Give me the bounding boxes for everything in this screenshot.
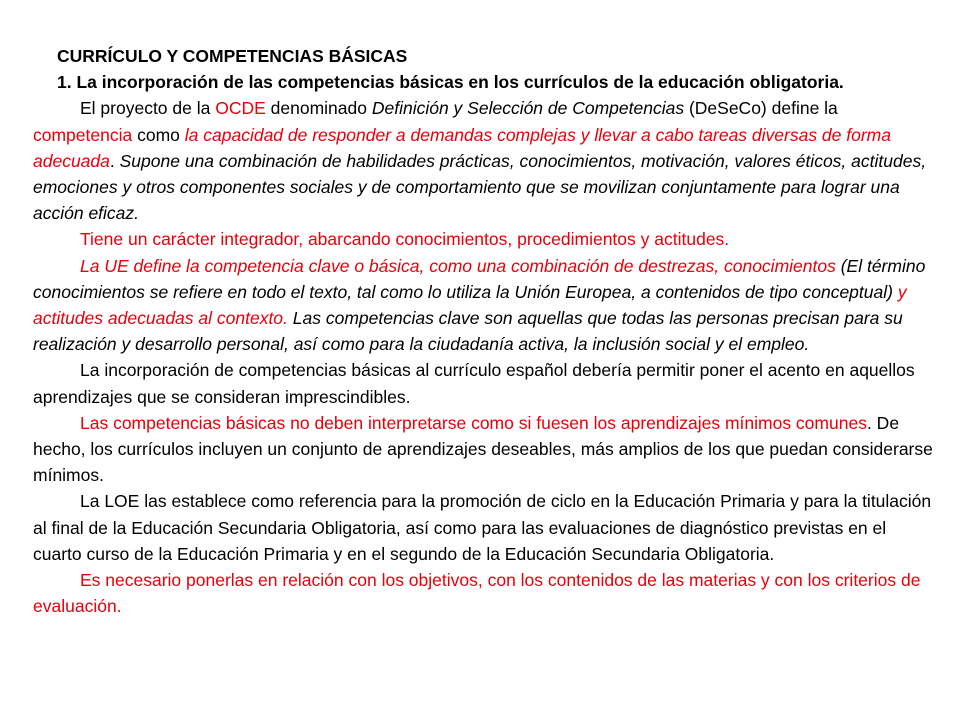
- knowledge-note: (El término conocimientos se refiere en todo el texto, tal como lo utiliza la Unión Europea, a contenidos de tipo conceptual): [33, 255, 926, 302]
- paragraph-loe: La LOE las establece como referencia para la promoción de ciclo en la Educación Primaria y para la titulación al final de la Educación Secundaria Obligatoria, así como para las evaluaciones de diagnóstico previstas en el cuarto curso de la Educación Primaria y en el segundo de la Educación Secundaria Obligatoria.: [33, 491, 932, 564]
- document-body: [33, 43, 938, 619]
- p5-text: . De hecho, los currículos incluyen un conjunto de aprendizajes deseables, más amplios de los que puedan considerarse mínimos.: [33, 412, 933, 486]
- section-heading: 1. La incorporación de las competencias básicas en los currículos de la educación obligatoria.: [57, 72, 844, 93]
- p1-text-a: El proyecto de la: [80, 98, 216, 119]
- paragraph-minimum-learning: [33, 410, 938, 489]
- eu-definition: La UE define la competencia clave o básica, como una combinación de destrezas, conocimientos: [80, 255, 836, 276]
- paragraph-incorporation: La incorporación de competencias básicas al currículo español debería permitir poner el acento en aquellos aprendizajes que se consideran imprescindibles.: [33, 360, 915, 407]
- paragraph-integrator: Tiene un carácter integrador, abarcando conocimientos, procedimientos y actitudes.: [80, 229, 730, 250]
- p1-text-c: denominado: [265, 98, 372, 119]
- paragraph-relation: Es necesario ponerlas en relación con los objetivos, con los contenidos de las materias y con los criterios de evaluación.: [33, 570, 921, 617]
- eu-attitudes: y actitudes adecuadas al contexto.: [33, 281, 907, 329]
- ocde-term: OCDE: [215, 98, 266, 119]
- p5-red-text: Las competencias básicas no deben interpretarse como si fuesen los aprendizajes mínimos comunes: [80, 412, 867, 433]
- key-competences-text: Las competencias clave son aquellas que todas las personas precisan para su realización y desarrollo personal, así como para la ciudadanía activa, la inclusión social y el empleo.: [33, 308, 903, 355]
- paragraph-eu-definition: [33, 253, 938, 358]
- competencia-definition: la capacidad de responder a demandas complejas y llevar a cabo tareas diversas de forma adecuada: [33, 124, 891, 171]
- competencia-term: competencia: [33, 124, 133, 145]
- p1-text-g: como: [132, 124, 185, 145]
- paragraph-oecd-definition: [33, 95, 938, 226]
- p1-combination-text: Supone una combinación de habilidades prácticas, conocimientos, motivación, valores éticos, actitudes, emociones y otros componentes sociales y de comportamiento que se movilizan conjuntamente para lograr una acción eficaz.: [33, 150, 927, 224]
- p1-text-e: (DeSeCo) define la: [684, 98, 838, 119]
- p1-text-i: .: [109, 150, 120, 171]
- deseco-title: Definición y Selección de Competencias: [371, 98, 685, 119]
- document-title: CURRÍCULO Y COMPETENCIAS BÁSICAS: [57, 46, 408, 66]
